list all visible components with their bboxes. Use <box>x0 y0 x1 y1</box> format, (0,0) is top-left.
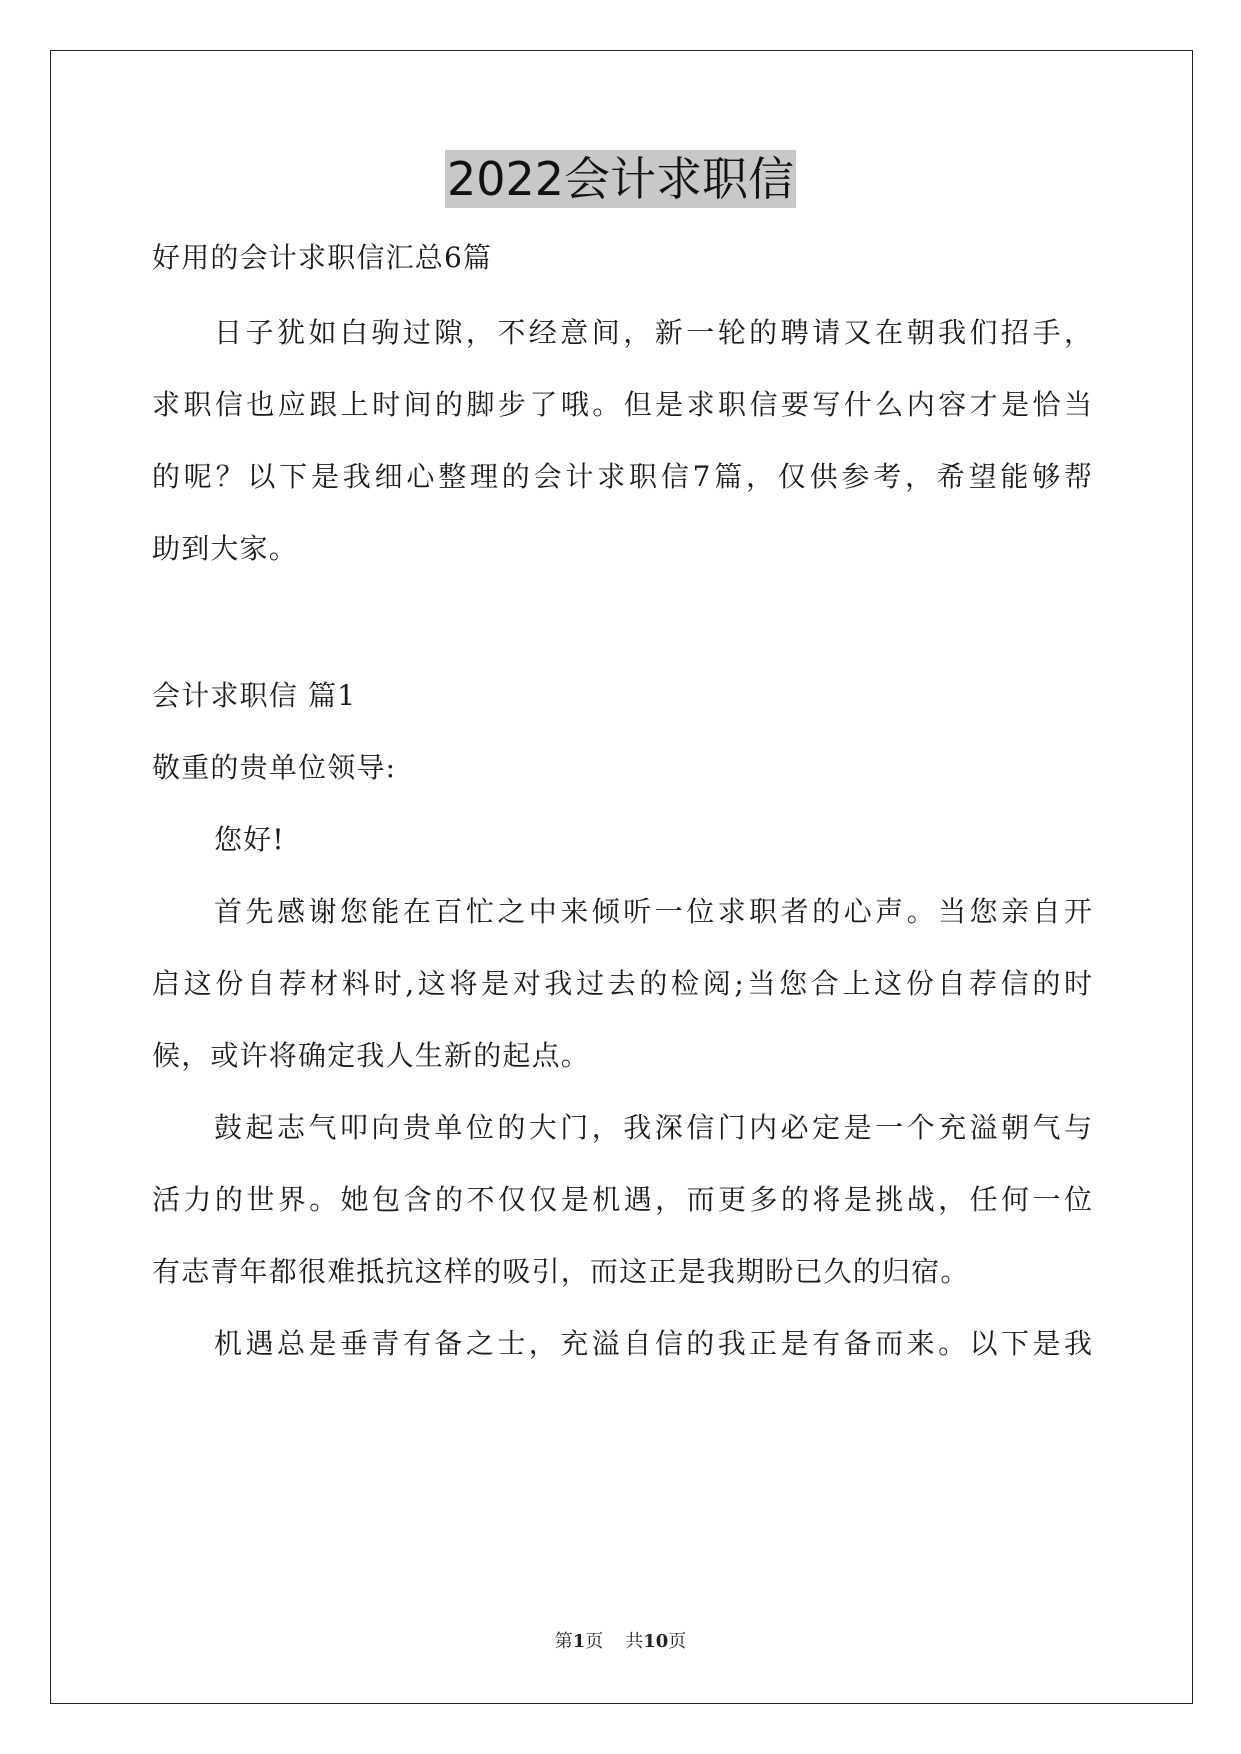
salutation: 敬重的贵单位领导: <box>152 751 397 784</box>
greeting: 您好! <box>214 823 285 856</box>
section-heading: 会计求职信 篇1 <box>152 679 357 712</box>
paragraph-line: 鼓起志气叩向贵单位的大门，我深信门内必定是一个充溢朝气与 <box>214 1111 1092 1144</box>
intro-line: 日子犹如白驹过隙，不经意间，新一轮的聘请又在朝我们招手， <box>214 316 1092 349</box>
page-suffix: 页 <box>585 1631 604 1652</box>
document-title: 2022会计求职信 <box>446 152 795 206</box>
page-prefix: 第 <box>554 1631 573 1652</box>
document-subtitle: 好用的会计求职信汇总6篇 <box>152 241 493 274</box>
paragraph-line: 机遇总是垂青有备之士，充溢自信的我正是有备而来。以下是我 <box>214 1327 1092 1360</box>
total-prefix: 共 <box>625 1631 644 1652</box>
page-footer <box>0 1630 1241 1654</box>
page-border <box>50 50 1193 1704</box>
paragraph-line: 有志青年都很难抵抗这样的吸引，而这正是我期盼已久的归宿。 <box>152 1255 970 1288</box>
intro-line: 助到大家。 <box>152 532 299 565</box>
paragraph-line: 候，或许将确定我人生新的起点。 <box>152 1039 591 1072</box>
title-container <box>0 150 1241 208</box>
page-number: 1 <box>572 1631 586 1652</box>
intro-line: 的呢？以下是我细心整理的会计求职信7篇，仅供参考，希望能够帮 <box>152 460 1092 493</box>
total-pages: 10 <box>643 1631 669 1652</box>
intro-line: 求职信也应跟上时间的脚步了哦。但是求职信要写什么内容才是恰当 <box>152 388 1092 421</box>
total-suffix: 页 <box>668 1631 687 1652</box>
paragraph-line: 首先感谢您能在百忙之中来倾听一位求职者的心声。当您亲自开 <box>214 895 1092 928</box>
paragraph-line: 启这份自荐材料时,这将是对我过去的检阅;当您合上这份自荐信的时 <box>152 967 1092 1000</box>
paragraph-line: 活力的世界。她包含的不仅仅是机遇，而更多的将是挑战，任何一位 <box>152 1183 1092 1216</box>
